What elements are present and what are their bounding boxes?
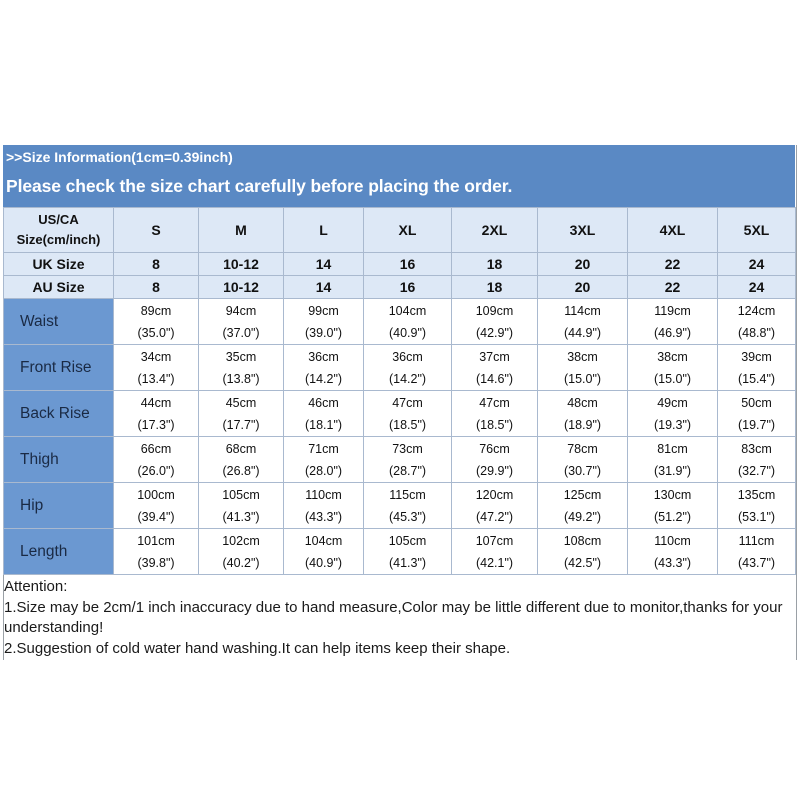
measurement-cell bbox=[199, 345, 284, 391]
inch-value: (30.7") bbox=[563, 463, 602, 478]
uk-size-cell: 18 bbox=[452, 253, 538, 276]
measurement-cell bbox=[628, 483, 718, 529]
measurement-cell bbox=[452, 483, 538, 529]
uk-size-cell: 10-12 bbox=[199, 253, 284, 276]
inch-value: (42.5") bbox=[563, 555, 602, 570]
note-size-accuracy: 1.Size may be 2cm/1 inch inaccuracy due to hand measure,Color may be little different due to monitor,thanks for your understanding! bbox=[4, 598, 783, 636]
note-washing: 2.Suggestion of cold water hand washing.It can help items keep their shape. bbox=[4, 639, 511, 657]
measurement-cell bbox=[718, 483, 796, 529]
size-chart-warning: Please check the size chart carefully before placing the order. bbox=[6, 176, 513, 196]
measurement-cell bbox=[452, 391, 538, 437]
measurement-cell bbox=[199, 299, 284, 345]
cm-value: 83cm bbox=[741, 441, 772, 456]
cm-value: 89cm bbox=[140, 303, 172, 318]
cm-value: 94cm bbox=[225, 303, 257, 318]
size-col-header: 5XL bbox=[718, 208, 796, 253]
measurement-cell bbox=[199, 483, 284, 529]
measurement-cell bbox=[628, 299, 718, 345]
size-info-banner bbox=[3, 145, 795, 207]
inch-value: (17.3") bbox=[137, 417, 175, 432]
uk-size-cell: 24 bbox=[718, 253, 796, 276]
measurement-cell bbox=[718, 437, 796, 483]
inch-value: (39.0") bbox=[304, 325, 343, 340]
measurement-cell bbox=[718, 529, 796, 575]
cm-value: 49cm bbox=[657, 395, 688, 410]
inch-value: (28.7") bbox=[388, 463, 427, 478]
measurement-cell bbox=[364, 437, 452, 483]
au-size-cell: 8 bbox=[114, 276, 199, 299]
cm-value: 110cm bbox=[305, 487, 342, 502]
inch-value: (15.0") bbox=[563, 371, 602, 386]
cm-value: 109cm bbox=[475, 303, 514, 318]
measurement-row bbox=[4, 299, 796, 345]
measurement-label: Length bbox=[4, 529, 114, 575]
measurement-cell bbox=[284, 299, 364, 345]
inch-value: (39.8") bbox=[137, 555, 175, 570]
cm-value: 71cm bbox=[308, 441, 339, 456]
size-col-header: 4XL bbox=[628, 208, 718, 253]
uk-size-row bbox=[4, 253, 796, 276]
uk-size-cell: 8 bbox=[114, 253, 199, 276]
measurement-cell bbox=[199, 391, 284, 437]
size-info-title: >>Size Information(1cm=0.39inch) bbox=[6, 149, 233, 165]
measurement-cell bbox=[538, 483, 628, 529]
inch-value: (35.0") bbox=[137, 325, 175, 340]
cm-value: 104cm bbox=[388, 303, 427, 318]
au-size-row bbox=[4, 276, 796, 299]
attention-notes bbox=[4, 577, 794, 659]
cm-value: 78cm bbox=[567, 441, 598, 456]
measurement-cell bbox=[718, 345, 796, 391]
measurement-row bbox=[4, 345, 796, 391]
cm-value: 104cm bbox=[304, 533, 343, 548]
measurement-cell bbox=[364, 483, 452, 529]
cm-value: 107cm bbox=[475, 533, 514, 548]
measurement-cell bbox=[452, 437, 538, 483]
size-chart-table bbox=[3, 207, 796, 575]
size-col-header: M bbox=[199, 208, 284, 253]
cm-value: 99cm bbox=[308, 303, 339, 318]
inch-value: (47.2") bbox=[475, 509, 514, 524]
measurement-cell bbox=[452, 299, 538, 345]
inch-value: (48.8") bbox=[737, 325, 776, 340]
cm-value: 48cm bbox=[567, 395, 598, 410]
measurement-cell bbox=[538, 529, 628, 575]
measurement-cell bbox=[114, 529, 199, 575]
au-size-label: AU Size bbox=[4, 276, 114, 299]
measurement-cell bbox=[199, 437, 284, 483]
measurement-row bbox=[4, 529, 796, 575]
cm-value: 47cm bbox=[392, 395, 423, 410]
measurement-row bbox=[4, 483, 796, 529]
measurement-cell bbox=[284, 391, 364, 437]
measurement-label: Waist bbox=[4, 299, 114, 345]
cm-value: 100cm bbox=[137, 487, 175, 502]
cm-value: 114cm bbox=[564, 303, 601, 318]
cm-value: 105cm bbox=[388, 533, 427, 548]
attention-heading: Attention: bbox=[4, 578, 68, 595]
cm-value: 125cm bbox=[563, 487, 602, 502]
measurement-cell bbox=[284, 437, 364, 483]
cm-value: 108cm bbox=[563, 533, 602, 548]
au-size-cell: 24 bbox=[718, 276, 796, 299]
inch-value: (37.0") bbox=[222, 325, 260, 340]
inch-value: (13.4") bbox=[137, 371, 175, 386]
measurement-cell bbox=[114, 345, 199, 391]
inch-value: (42.1") bbox=[475, 555, 514, 570]
measurement-cell bbox=[364, 299, 452, 345]
size-col-header: XL bbox=[364, 208, 452, 253]
inch-value: (43.3") bbox=[304, 509, 343, 524]
au-size-cell: 22 bbox=[628, 276, 718, 299]
cm-value: 115cm bbox=[389, 487, 426, 502]
inch-value: (18.9") bbox=[563, 417, 602, 432]
size-header-row bbox=[4, 208, 796, 253]
uk-size-cell: 22 bbox=[628, 253, 718, 276]
au-size-cell: 10-12 bbox=[199, 276, 284, 299]
us-ca-label: US/CA bbox=[38, 212, 79, 227]
inch-value: (19.3") bbox=[653, 417, 692, 432]
cm-value: 110cm bbox=[654, 533, 691, 548]
measurement-cell bbox=[538, 437, 628, 483]
cm-value: 38cm bbox=[567, 349, 598, 364]
inch-value: (45.3") bbox=[388, 509, 427, 524]
cm-value: 102cm bbox=[222, 533, 260, 548]
measurement-cell bbox=[628, 345, 718, 391]
cm-value: 76cm bbox=[479, 441, 510, 456]
au-size-cell: 14 bbox=[284, 276, 364, 299]
inch-value: (17.7") bbox=[222, 417, 260, 432]
cm-value: 66cm bbox=[140, 441, 172, 456]
size-col-header: L bbox=[284, 208, 364, 253]
inch-value: (43.7") bbox=[737, 555, 776, 570]
inch-value: (43.3") bbox=[653, 555, 692, 570]
cm-value: 45cm bbox=[225, 395, 257, 410]
cm-value: 101cm bbox=[137, 533, 175, 548]
cm-value: 37cm bbox=[479, 349, 510, 364]
size-unit-label: Size(cm/inch) bbox=[16, 232, 101, 247]
size-col-header: S bbox=[114, 208, 199, 253]
cm-value: 50cm bbox=[741, 395, 772, 410]
inch-value: (13.8") bbox=[222, 371, 260, 386]
measurement-cell bbox=[538, 299, 628, 345]
cm-value: 130cm bbox=[653, 487, 692, 502]
cm-value: 111cm bbox=[738, 533, 775, 548]
measurement-cell bbox=[628, 529, 718, 575]
uk-size-label: UK Size bbox=[4, 253, 114, 276]
measurement-cell bbox=[284, 345, 364, 391]
cm-value: 39cm bbox=[741, 349, 772, 364]
inch-value: (40.9") bbox=[304, 555, 343, 570]
inch-value: (15.4") bbox=[737, 371, 776, 386]
cm-value: 44cm bbox=[140, 395, 172, 410]
measurement-cell bbox=[628, 437, 718, 483]
measurement-cell bbox=[628, 391, 718, 437]
cm-value: 38cm bbox=[657, 349, 688, 364]
uk-size-cell: 16 bbox=[364, 253, 452, 276]
measurement-cell bbox=[284, 483, 364, 529]
inch-value: (28.0") bbox=[304, 463, 343, 478]
au-size-cell: 18 bbox=[452, 276, 538, 299]
cm-value: 105cm bbox=[222, 487, 260, 502]
inch-value: (44.9") bbox=[563, 325, 602, 340]
measurement-cell bbox=[452, 529, 538, 575]
inch-value: (18.1") bbox=[304, 417, 343, 432]
measurement-cell bbox=[114, 483, 199, 529]
inch-value: (41.3") bbox=[222, 509, 260, 524]
inch-value: (15.0") bbox=[653, 371, 692, 386]
cm-value: 34cm bbox=[140, 349, 172, 364]
cm-value: 135cm bbox=[737, 487, 776, 502]
uk-size-cell: 20 bbox=[538, 253, 628, 276]
inch-value: (41.3") bbox=[388, 555, 427, 570]
inch-value: (49.2") bbox=[563, 509, 602, 524]
measurement-label: Back Rise bbox=[4, 391, 114, 437]
uk-size-cell: 14 bbox=[284, 253, 364, 276]
inch-value: (14.6") bbox=[475, 371, 514, 386]
cm-value: 47cm bbox=[479, 395, 510, 410]
au-size-cell: 16 bbox=[364, 276, 452, 299]
inch-value: (18.5") bbox=[475, 417, 514, 432]
inch-value: (31.9") bbox=[653, 463, 692, 478]
inch-value: (26.8") bbox=[222, 463, 260, 478]
inch-value: (26.0") bbox=[137, 463, 175, 478]
measurement-cell bbox=[452, 345, 538, 391]
measurement-cell bbox=[538, 391, 628, 437]
measurement-cell bbox=[114, 437, 199, 483]
inch-value: (42.9") bbox=[475, 325, 514, 340]
measurement-cell bbox=[364, 391, 452, 437]
au-size-cell: 20 bbox=[538, 276, 628, 299]
measurement-cell bbox=[199, 529, 284, 575]
measurement-cell bbox=[114, 391, 199, 437]
measurement-label: Thigh bbox=[4, 437, 114, 483]
size-col-header: 3XL bbox=[538, 208, 628, 253]
measurement-cell bbox=[364, 345, 452, 391]
inch-value: (46.9") bbox=[653, 325, 692, 340]
inch-value: (19.7") bbox=[737, 417, 776, 432]
inch-value: (29.9") bbox=[475, 463, 514, 478]
measurement-cell bbox=[284, 529, 364, 575]
measurement-label: Hip bbox=[4, 483, 114, 529]
measurement-cell bbox=[538, 345, 628, 391]
inch-value: (53.1") bbox=[737, 509, 776, 524]
measurement-cell bbox=[114, 299, 199, 345]
measurement-row bbox=[4, 391, 796, 437]
cm-value: 68cm bbox=[225, 441, 257, 456]
measurement-label: Front Rise bbox=[4, 345, 114, 391]
inch-value: (18.5") bbox=[388, 417, 427, 432]
cm-value: 73cm bbox=[392, 441, 423, 456]
cm-value: 36cm bbox=[308, 349, 339, 364]
cm-value: 46cm bbox=[308, 395, 339, 410]
size-col-header: 2XL bbox=[452, 208, 538, 253]
inch-value: (14.2") bbox=[388, 371, 427, 386]
measurement-cell bbox=[718, 299, 796, 345]
cm-value: 124cm bbox=[737, 303, 776, 318]
inch-value: (39.4") bbox=[137, 509, 175, 524]
inch-value: (40.9") bbox=[388, 325, 427, 340]
cm-value: 119cm bbox=[654, 303, 691, 318]
cm-value: 81cm bbox=[657, 441, 688, 456]
measurement-cell bbox=[364, 529, 452, 575]
cm-value: 120cm bbox=[475, 487, 514, 502]
inch-value: (40.2") bbox=[222, 555, 260, 570]
inch-value: (51.2") bbox=[653, 509, 692, 524]
measurement-row bbox=[4, 437, 796, 483]
cm-value: 36cm bbox=[392, 349, 423, 364]
inch-value: (32.7") bbox=[737, 463, 776, 478]
cm-value: 35cm bbox=[225, 349, 257, 364]
measurement-cell bbox=[718, 391, 796, 437]
inch-value: (14.2") bbox=[304, 371, 343, 386]
us-ca-size-header bbox=[4, 208, 114, 253]
